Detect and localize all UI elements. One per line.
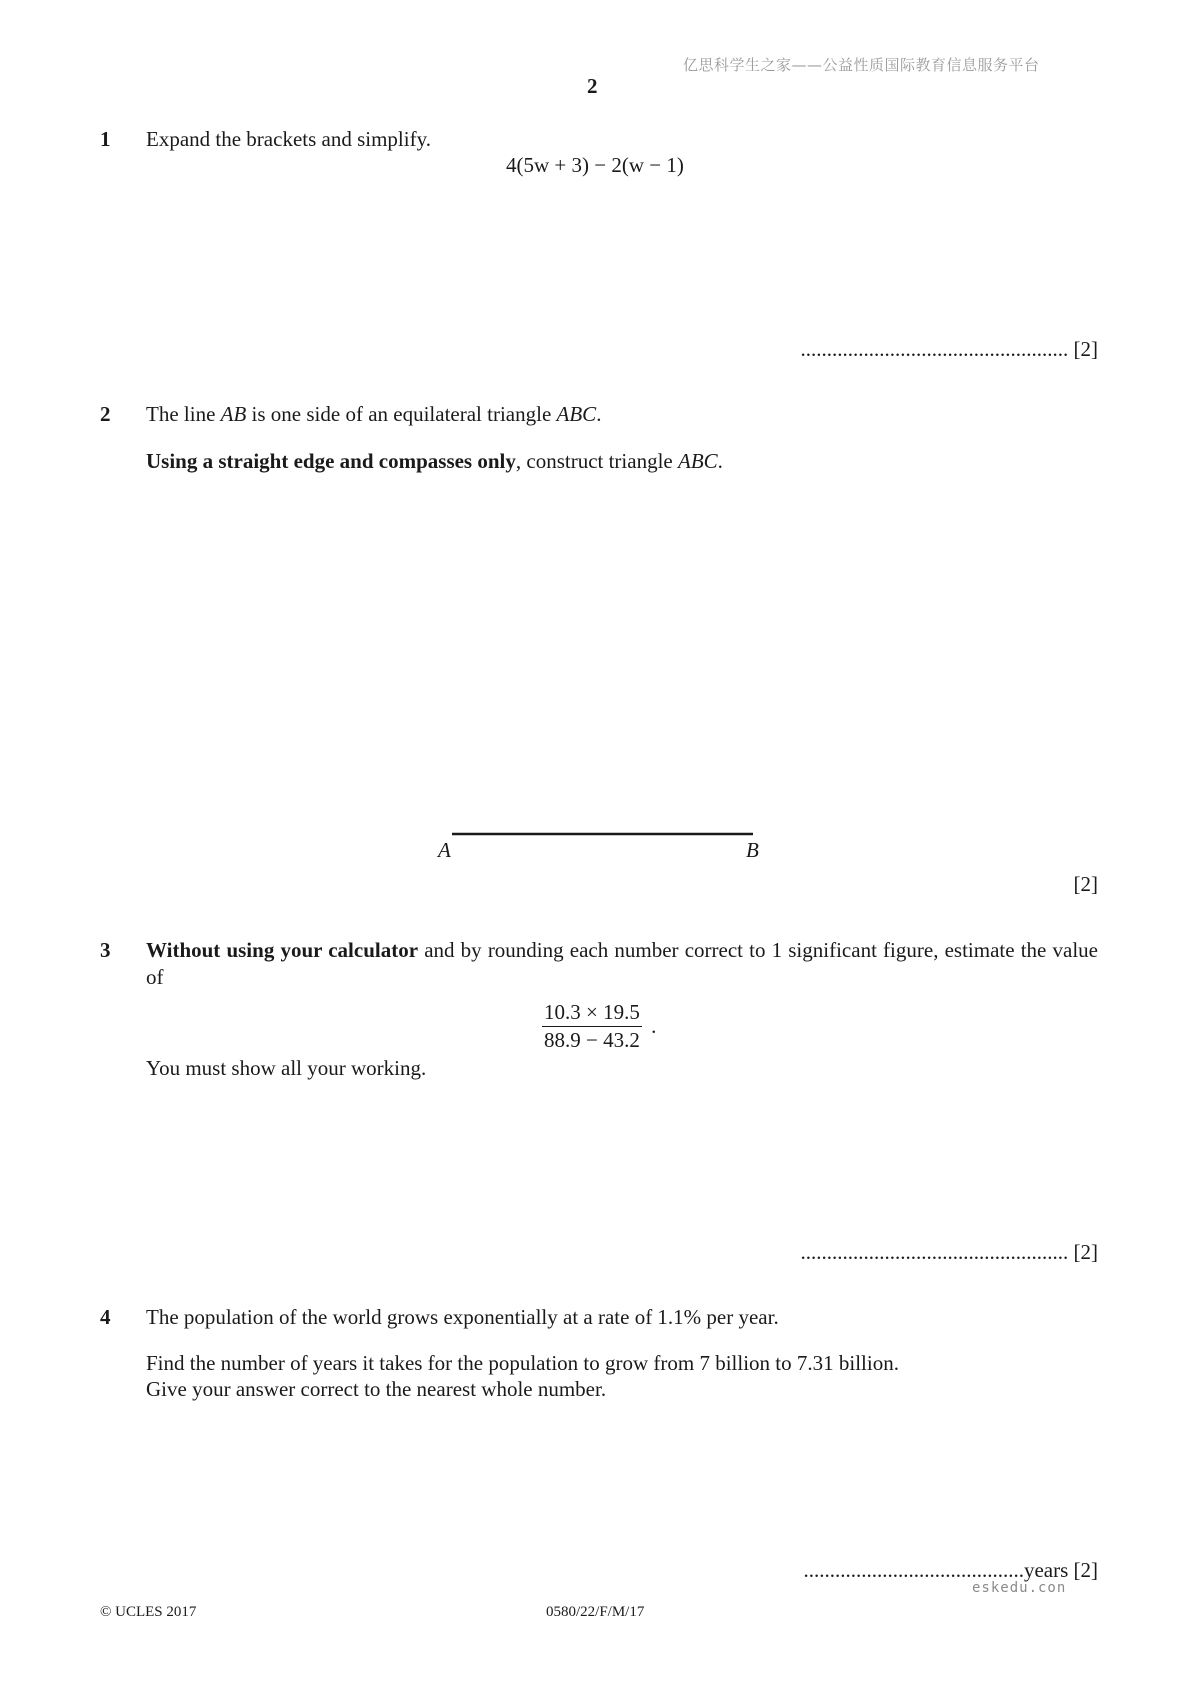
footer-code: 0580/22/F/M/17: [546, 1604, 645, 1620]
answer-unit: years: [1023, 1558, 1069, 1582]
question-3-number: 3: [100, 938, 111, 962]
point-b-label: B: [746, 838, 759, 862]
fraction-denominator: 88.9 − 43.2: [544, 1028, 640, 1052]
question-2-marks: [2]: [1073, 872, 1098, 896]
point-a-label: A: [438, 838, 451, 862]
fraction-numerator: 10.3 × 19.5: [542, 1000, 642, 1027]
q2-instruction-rest: , construct triangle: [515, 449, 678, 473]
question-1-number: 1: [100, 127, 111, 151]
marks: [2]: [1073, 1558, 1098, 1582]
header-watermark: 亿思科学生之家——公益性质国际教育信息服务平台: [683, 56, 1040, 74]
q2-text-abc: ABC: [556, 402, 597, 426]
question-3-answer[interactable]: [801, 1240, 1099, 1265]
question-3-text: [146, 937, 1098, 991]
q2-text-part2: is one side of an equilateral triangle: [246, 402, 557, 426]
question-2-number: 2: [100, 402, 111, 426]
question-2-instruction: [146, 449, 723, 474]
q2-text-part3: .: [596, 402, 602, 426]
question-4-number: 4: [100, 1305, 111, 1329]
footer-watermark: eskedu.con: [972, 1580, 1067, 1596]
question-3-fraction: [542, 1000, 656, 1053]
question-1-expression: 4(5w + 3) − 2(w − 1): [506, 153, 684, 177]
answer-line[interactable]: ...................................................: [800, 337, 1069, 361]
q2-text-part1: The line: [146, 402, 221, 426]
page-number: 2: [587, 74, 598, 98]
question-1-answer[interactable]: [801, 337, 1099, 362]
question-3-working-note: You must show all your working.: [146, 1056, 427, 1080]
marks: [2]: [1073, 337, 1098, 361]
answer-line[interactable]: ..........................................: [803, 1558, 1024, 1582]
q2-instruction-abc: ABC: [678, 449, 718, 473]
question-4-text: The population of the world grows exponentially at a rate of 1.1% per year.: [146, 1305, 779, 1329]
footer-copyright: © UCLES 2017: [100, 1604, 197, 1620]
q2-instruction-bold: Using a straight edge and compasses only: [146, 449, 516, 473]
q3-text-bold: Without using your calculator: [146, 938, 419, 962]
question-4-line2: Find the number of years it takes for the population to grow from 7 billion to 7.31 billion.: [146, 1351, 899, 1375]
q2-text-ab: AB: [220, 402, 247, 426]
question-4-line3: Give your answer correct to the nearest whole number.: [146, 1377, 607, 1401]
q3-text-rest: and by rounding each number correct to 1 significant figure, estimate the value of: [146, 938, 1098, 989]
answer-line[interactable]: ...................................................: [800, 1240, 1069, 1264]
marks: [2]: [1073, 1240, 1098, 1264]
fraction-end: .: [651, 1014, 657, 1038]
question-2-text: [146, 402, 601, 427]
question-1-text: Expand the brackets and simplify.: [146, 127, 431, 151]
q2-instruction-end: .: [717, 449, 723, 473]
